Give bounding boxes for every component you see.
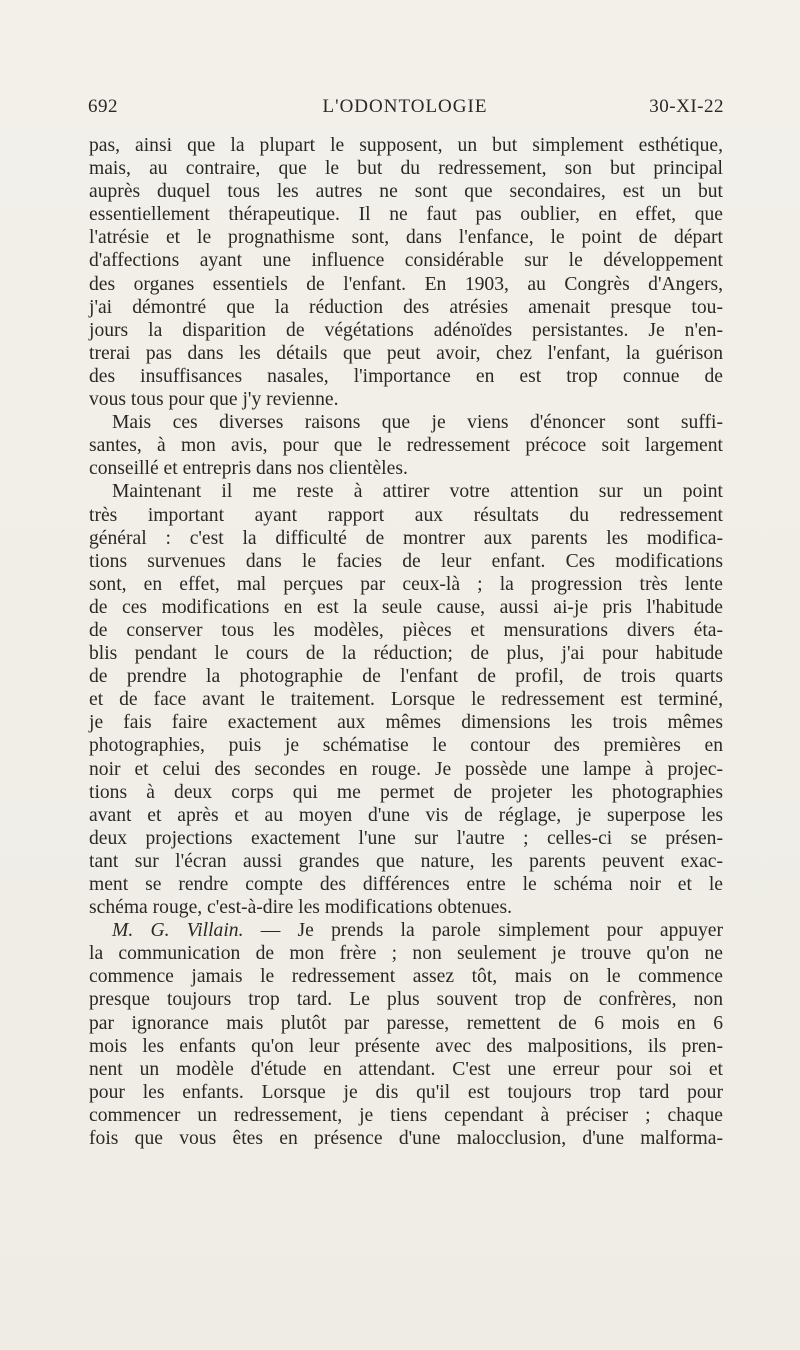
text-line: j'ai démontré que la réduction des atrésies amenait presque tou- bbox=[89, 296, 723, 318]
text-line: des insuffisances nasales, l'importance en est trop connue de bbox=[89, 365, 723, 387]
page-number: 692 bbox=[88, 96, 118, 117]
body-text bbox=[89, 134, 723, 1150]
text-line: auprès duquel tous les autres ne sont que secondaires, est un but bbox=[89, 181, 723, 203]
text-line: Maintenant il me reste à attirer votre attention sur un point bbox=[112, 481, 723, 503]
text-line: nent un modèle d'étude en attendant. C'est une erreur pour soi et bbox=[89, 1058, 723, 1080]
text-line: de prendre la photographie de l'enfant de profil, de trois quarts bbox=[89, 666, 723, 688]
text-line bbox=[89, 919, 723, 942]
text-line: commencer un redressement, je tiens cependant à préciser ; chaque bbox=[89, 1104, 723, 1126]
text-line: pour les enfants. Lorsque je dis qu'il est toujours trop tard pour bbox=[89, 1081, 723, 1103]
text-line: d'affections ayant une influence considérable sur le développement bbox=[89, 250, 723, 272]
text-line: Mais ces diverses raisons que je viens d'énoncer sont suffi- bbox=[112, 412, 723, 434]
speech-text: — Je prends la parole simplement pour appuyer bbox=[243, 920, 723, 942]
text-line: tions à deux corps qui me permet de projeter les photographies bbox=[89, 781, 723, 803]
text-line: essentiellement thérapeutique. Il ne faut pas oublier, en effet, que bbox=[89, 204, 723, 226]
text-line: schéma rouge, c'est-à-dire les modifications obtenues. bbox=[89, 897, 513, 919]
text-line: pas, ainsi que la plupart le supposent, un but simplement esthétique, bbox=[89, 135, 723, 156]
text-line: la communication de mon frère ; non seulement je trouve qu'on ne bbox=[89, 943, 723, 965]
text-line: commence jamais le redressement assez tôt, mais on le commence bbox=[89, 966, 723, 988]
text-line: santes, à mon avis, pour que le redressement précoce soit largement bbox=[89, 435, 723, 457]
text-line: deux projections exactement l'une sur l'autre ; celles-ci se présen- bbox=[89, 827, 723, 849]
running-header bbox=[86, 96, 724, 126]
text-line: très important ayant rapport aux résultats du redressement bbox=[89, 504, 723, 526]
text-line: par ignorance mais plutôt par paresse, remettent de 6 mois en 6 bbox=[89, 1012, 723, 1034]
text-line: presque toujours trop tard. Le plus souvent trop de confrères, non bbox=[89, 989, 723, 1011]
text-line: je fais faire exactement aux mêmes dimensions les trois mêmes bbox=[89, 712, 723, 734]
issue-date: 30-XI-22 bbox=[649, 96, 724, 117]
text-line: mais, au contraire, que le but du redressement, son but principal bbox=[89, 158, 723, 180]
text-line: de conserver tous les modèles, pièces et mensurations divers éta- bbox=[89, 619, 723, 641]
speaker-name: M. G. Villain. bbox=[112, 920, 244, 942]
text-line: et de face avant le traitement. Lorsque le redressement est terminé, bbox=[89, 689, 723, 711]
text-line: mois les enfants qu'on leur présente avec des malpositions, ils pren- bbox=[89, 1035, 723, 1057]
text-line: photographies, puis je schématise le contour des premières en bbox=[89, 735, 723, 757]
text-line: de ces modifications en est la seule cause, aussi ai-je pris l'habitude bbox=[89, 596, 723, 618]
text-line: vous tous pour que j'y revienne. bbox=[89, 389, 339, 411]
text-line: des organes essentiels de l'enfant. En 1903, au Congrès d'Angers, bbox=[89, 273, 723, 295]
text-line: trerai pas dans les détails que peut avoir, chez l'enfant, la guérison bbox=[89, 342, 723, 364]
text-line: conseillé et entrepris dans nos clientèles. bbox=[89, 458, 408, 480]
text-line: général : c'est la difficulté de montrer aux parents les modifica- bbox=[89, 527, 723, 549]
text-line: blis pendant le cours de la réduction; de plus, j'ai pour habitude bbox=[89, 643, 723, 665]
text-line: jours la disparition de végétations adénoïdes persistantes. Je n'en- bbox=[89, 319, 723, 341]
text-line: tant sur l'écran aussi grandes que nature, les parents peuvent exac- bbox=[89, 850, 723, 872]
text-line: sont, en effet, mal perçues par ceux-là ; la progression très lente bbox=[89, 573, 723, 595]
text-line: fois que vous êtes en présence d'une malocclusion, d'une malforma- bbox=[89, 1128, 723, 1150]
text-line: noir et celui des secondes en rouge. Je possède une lampe à projec- bbox=[89, 758, 723, 780]
text-line: tions survenues dans le facies de leur enfant. Ces modifications bbox=[89, 550, 723, 572]
journal-title: L'ODONTOLOGIE bbox=[322, 96, 488, 117]
text-line: l'atrésie et le prognathisme sont, dans l'enfance, le point de départ bbox=[89, 227, 723, 249]
text-line: ment se rendre compte des différences entre le schéma noir et le bbox=[89, 874, 723, 895]
text-line: avant et après et au moyen d'une vis de réglage, je superpose les bbox=[89, 804, 723, 826]
